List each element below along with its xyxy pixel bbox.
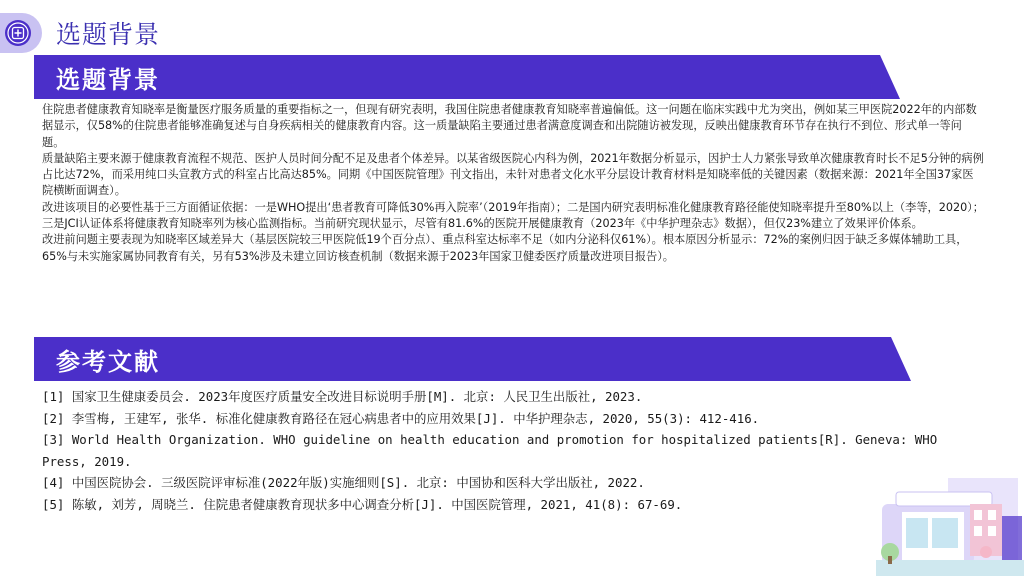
background-text xyxy=(42,102,984,265)
section-heading-references: 参考文献 xyxy=(56,348,160,376)
hospital-building-illustration xyxy=(876,456,1024,576)
logo-badge xyxy=(0,13,42,53)
reference-item: [3] World Health Organization. WHO guideline on health education and promotion for hospitalized patients[R]. Geneva: WHO Press, 2019. xyxy=(42,432,938,469)
reference-item: [1] 国家卫生健康委员会. 2023年度医疗质量安全改进目标说明手册[M]. 北京: 人民卫生出版社, 2023. xyxy=(42,389,643,404)
paragraph: 质量缺陷主要来源于健康教育流程不规范、医护人员时间分配不足及患者个体差异。以某省级医院心内科为例，2021年数据分析显示，因护士人力紧张导致单次健康教育时长不足5分钟的病例占比达72%，而采用纯口头宣教方式的科室占比高达85%。同期《中国医院管理》刊文指出，未针对患者文化水平分层设计教育材料是知晓率低的关键因素（数据来源：2021年全国37家医院横断面调查）。 xyxy=(42,151,984,198)
page-title: 选题背景 xyxy=(56,20,161,49)
paragraph: 改进前问题主要表现为知晓率区域差异大（基层医院较三甲医院低19个百分点）、重点科室达标率不足（如内分泌科仅61%）。根本原因分析显示：72%的案例归因于缺乏多媒体辅助工具，65%与未实施家属协同教育有关，另有53%涉及未建立回访核查机制（数据来源于2023年国家卫健委医疗质量改进项目报告）。 xyxy=(42,233,968,263)
paragraph: 改进该项目的必要性基于三方面循证依据：一是WHO提出‘患者教育可降低30%再入院率’（2019年指南）；二是国内研究表明标准化健康教育路径能使知晓率提升至80%以上（李等，2020）；三是JCI认证体系将健康教育知晓率列为核心监测指标。当前研究现状显示，尽管有81.6%的医院开展健康教育（2023年《中华护理杂志》数据），但仅23%建立了效果评价体系。 xyxy=(42,200,984,231)
paragraph: 住院患者健康教育知晓率是衡量医疗服务质量的重要指标之一，但现有研究表明，我国住院患者健康教育知晓率普遍偏低。这一问题在临床实践中尤为突出，例如某三甲医院2022年的内部数据显示，仅58%的住院患者能够准确复述与自身疾病相关的健康教育内容。这一质量缺陷主要通过患者满意度调查和出院随访被发现，反映出健康教育环节存在执行不到位、形式单一等问题。 xyxy=(42,103,977,149)
banner-shape xyxy=(34,337,911,381)
reference-item: [5] 陈敏, 刘芳, 周晓兰. 住院患者健康教育现状多中心调查分析[J]. 中国医院管理, 2021, 41(8): 67-69. xyxy=(42,496,683,512)
section-banner-references xyxy=(34,337,911,381)
reference-item: [4] 中国医院协会. 三级医院评审标准(2022年版)实施细则[S]. 北京: 中国协和医科大学出版社, 2022. xyxy=(42,475,645,490)
reference-item: [2] 李雪梅, 王建军, 张华. 标准化健康教育路径在冠心病患者中的应用效果[J]. 中华护理杂志, 2020, 55(3): 412-416. xyxy=(42,410,760,426)
banner-shape xyxy=(34,55,900,99)
plus-square-icon xyxy=(0,13,42,53)
section-banner-background xyxy=(34,55,900,99)
section-heading-background: 选题背景 xyxy=(56,66,160,94)
reference-list xyxy=(42,386,947,515)
